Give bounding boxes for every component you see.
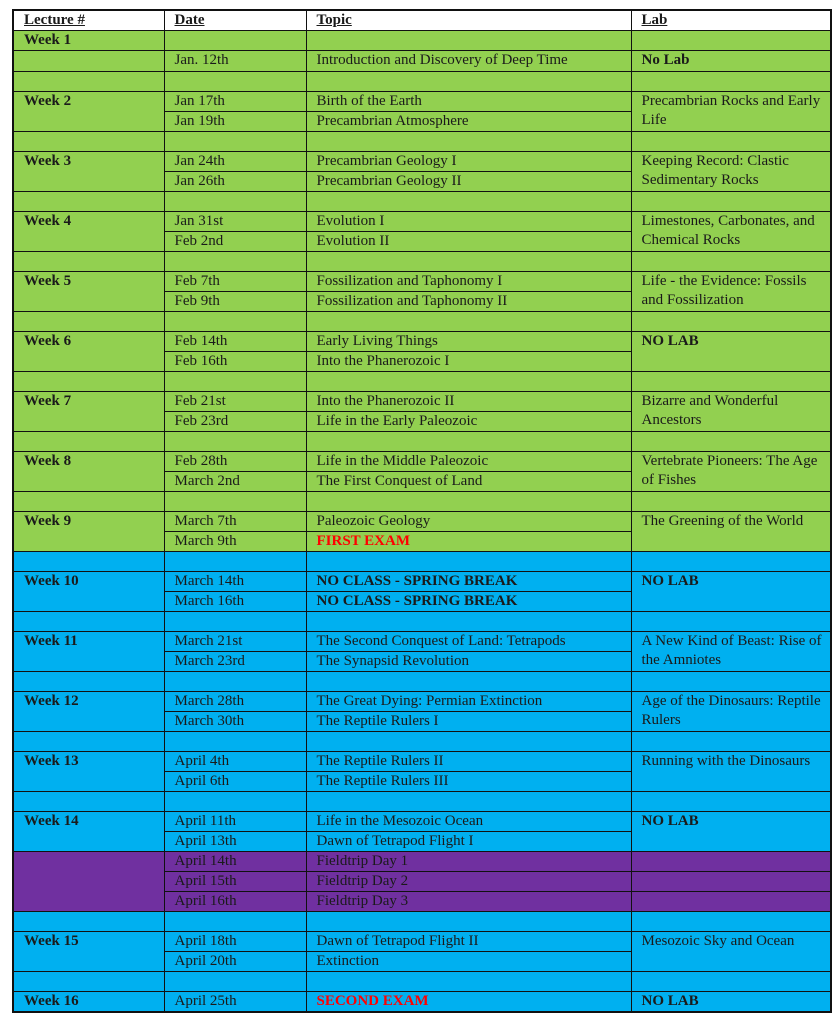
spacer-row	[13, 551, 831, 571]
empty-cell	[631, 371, 831, 391]
session-topic: The Second Conquest of Land: Tetrapods	[306, 631, 631, 651]
session-topic: Paleozoic Geology	[306, 511, 631, 531]
week-label: Week 9	[13, 511, 164, 551]
empty-cell	[306, 791, 631, 811]
session-topic: NO CLASS - SPRING BREAK	[306, 571, 631, 591]
empty-cell	[631, 31, 831, 51]
empty-cell	[306, 731, 631, 751]
empty-cell	[306, 71, 631, 91]
session-topic: Early Living Things	[306, 331, 631, 351]
session-date: March 14th	[164, 571, 306, 591]
session-date: April 15th	[164, 871, 306, 891]
session-topic: The First Conquest of Land	[306, 471, 631, 491]
session-topic: Fieldtrip Day 3	[306, 891, 631, 911]
session-topic: The Reptile Rulers II	[306, 751, 631, 771]
empty-cell	[164, 131, 306, 151]
header-lab: Lab	[631, 10, 831, 31]
empty-cell	[631, 851, 831, 871]
header-row	[13, 10, 831, 31]
empty-cell	[306, 551, 631, 571]
header-lecture: Lecture #	[13, 10, 164, 31]
empty-cell	[631, 971, 831, 991]
week-label: Week 5	[13, 271, 164, 311]
session-row	[13, 571, 831, 591]
session-topic: NO CLASS - SPRING BREAK	[306, 591, 631, 611]
session-row	[13, 91, 831, 111]
session-topic: Fossilization and Taphonomy I	[306, 271, 631, 291]
empty-cell	[13, 791, 164, 811]
session-topic: Introduction and Discovery of Deep Time	[306, 51, 631, 72]
session-date: Feb 28th	[164, 451, 306, 471]
lab-title: Mesozoic Sky and Ocean	[631, 931, 831, 971]
session-date: April 20th	[164, 951, 306, 971]
empty-cell	[306, 911, 631, 931]
spacer-row	[13, 71, 831, 91]
week-label: Week 4	[13, 211, 164, 251]
lab-title: NO LAB	[631, 571, 831, 611]
week-label: Week 12	[13, 691, 164, 731]
session-date: March 16th	[164, 591, 306, 611]
empty-cell	[164, 611, 306, 631]
session-date: April 4th	[164, 751, 306, 771]
empty-cell	[306, 611, 631, 631]
empty-cell	[164, 671, 306, 691]
session-topic: Life in the Early Paleozoic	[306, 411, 631, 431]
empty-cell	[306, 191, 631, 211]
session-date: Jan 26th	[164, 171, 306, 191]
header-topic: Topic	[306, 10, 631, 31]
empty-cell	[164, 491, 306, 511]
week-label	[13, 851, 164, 911]
session-row	[13, 751, 831, 771]
session-topic: Dawn of Tetrapod Flight I	[306, 831, 631, 851]
week-label: Week 2	[13, 91, 164, 131]
week-label: Week 1	[13, 31, 164, 51]
session-topic: Fossilization and Taphonomy II	[306, 291, 631, 311]
empty-cell	[13, 131, 164, 151]
session-date: Feb 2nd	[164, 231, 306, 251]
session-date: April 18th	[164, 931, 306, 951]
empty-cell	[164, 251, 306, 271]
session-date: Feb 7th	[164, 271, 306, 291]
empty-cell	[631, 611, 831, 631]
spacer-row	[13, 491, 831, 511]
session-date: Feb 21st	[164, 391, 306, 411]
spacer-row	[13, 311, 831, 331]
session-topic: Dawn of Tetrapod Flight II	[306, 931, 631, 951]
empty-cell	[631, 731, 831, 751]
lab-title: Bizarre and Wonderful Ancestors	[631, 391, 831, 431]
empty-cell	[306, 311, 631, 331]
lab-title: Vertebrate Pioneers: The Age of Fishes	[631, 451, 831, 491]
empty-cell	[164, 971, 306, 991]
empty-cell	[164, 911, 306, 931]
session-date: April 6th	[164, 771, 306, 791]
empty-cell	[164, 311, 306, 331]
empty-cell	[13, 371, 164, 391]
spacer-row	[13, 731, 831, 751]
week-label	[13, 51, 164, 72]
header-date: Date	[164, 10, 306, 31]
empty-cell	[631, 871, 831, 891]
spacer-row	[13, 191, 831, 211]
spacer-row	[13, 671, 831, 691]
session-row	[13, 991, 831, 1012]
empty-cell	[631, 891, 831, 911]
empty-cell	[631, 491, 831, 511]
spacer-row	[13, 971, 831, 991]
empty-cell	[164, 371, 306, 391]
lab-title: No Lab	[631, 51, 831, 72]
empty-cell	[631, 71, 831, 91]
session-topic: The Great Dying: Permian Extinction	[306, 691, 631, 711]
session-row	[13, 931, 831, 951]
empty-cell	[306, 31, 631, 51]
empty-cell	[13, 671, 164, 691]
empty-cell	[164, 31, 306, 51]
spacer-row	[13, 911, 831, 931]
exam-topic: FIRST EXAM	[306, 531, 631, 551]
session-row	[13, 211, 831, 231]
empty-cell	[13, 311, 164, 331]
week-label: Week 15	[13, 931, 164, 971]
empty-cell	[164, 731, 306, 751]
session-topic: Into the Phanerozoic II	[306, 391, 631, 411]
spacer-row	[13, 251, 831, 271]
session-date: Jan 17th	[164, 91, 306, 111]
week-label: Week 10	[13, 571, 164, 611]
session-topic: The Reptile Rulers I	[306, 711, 631, 731]
spacer-row	[13, 131, 831, 151]
schedule-body	[13, 31, 831, 1013]
empty-cell	[13, 71, 164, 91]
course-schedule-table	[12, 9, 832, 1013]
session-date: March 30th	[164, 711, 306, 731]
spacer-row	[13, 611, 831, 631]
empty-cell	[164, 791, 306, 811]
session-row	[13, 391, 831, 411]
session-row	[13, 151, 831, 171]
session-topic: Precambrian Atmosphere	[306, 111, 631, 131]
spacer-row	[13, 371, 831, 391]
lab-title: Age of the Dinosaurs: Reptile Rulers	[631, 691, 831, 731]
empty-cell	[306, 971, 631, 991]
session-row	[13, 511, 831, 531]
week-label: Week 16	[13, 991, 164, 1012]
empty-cell	[306, 431, 631, 451]
session-topic: Extinction	[306, 951, 631, 971]
empty-cell	[13, 911, 164, 931]
session-date: April 25th	[164, 991, 306, 1012]
empty-cell	[13, 551, 164, 571]
empty-cell	[306, 131, 631, 151]
session-topic: Life in the Mesozoic Ocean	[306, 811, 631, 831]
session-date: Jan. 12th	[164, 51, 306, 72]
session-row	[13, 271, 831, 291]
lab-title: Precambrian Rocks and Early Life	[631, 91, 831, 131]
empty-cell	[13, 491, 164, 511]
week-label: Week 7	[13, 391, 164, 431]
spacer-row	[13, 431, 831, 451]
session-date: Feb 14th	[164, 331, 306, 351]
lab-title: Life - the Evidence: Fossils and Fossilization	[631, 271, 831, 311]
empty-cell	[306, 671, 631, 691]
session-topic: Evolution II	[306, 231, 631, 251]
empty-cell	[631, 911, 831, 931]
exam-topic: SECOND EXAM	[306, 991, 631, 1012]
lab-title: NO LAB	[631, 991, 831, 1012]
session-date: March 2nd	[164, 471, 306, 491]
lab-title: NO LAB	[631, 331, 831, 371]
lab-title: NO LAB	[631, 811, 831, 851]
empty-cell	[306, 251, 631, 271]
session-date: March 21st	[164, 631, 306, 651]
empty-cell	[13, 191, 164, 211]
session-date: March 23rd	[164, 651, 306, 671]
lab-title: Running with the Dinosaurs	[631, 751, 831, 791]
lab-title: A New Kind of Beast: Rise of the Amniotes	[631, 631, 831, 671]
empty-cell	[631, 311, 831, 331]
empty-cell	[631, 791, 831, 811]
session-topic: The Synapsid Revolution	[306, 651, 631, 671]
session-date: Feb 9th	[164, 291, 306, 311]
empty-cell	[631, 671, 831, 691]
session-topic: Evolution I	[306, 211, 631, 231]
session-date: Jan 19th	[164, 111, 306, 131]
session-date: Jan 24th	[164, 151, 306, 171]
session-date: March 7th	[164, 511, 306, 531]
empty-cell	[631, 551, 831, 571]
empty-cell	[306, 491, 631, 511]
week-label: Week 14	[13, 811, 164, 851]
session-date: Feb 23rd	[164, 411, 306, 431]
week-label: Week 13	[13, 751, 164, 791]
empty-cell	[631, 191, 831, 211]
lab-title: Limestones, Carbonates, and Chemical Rocks	[631, 211, 831, 251]
empty-cell	[164, 191, 306, 211]
week-label: Week 11	[13, 631, 164, 671]
empty-cell	[164, 431, 306, 451]
session-topic: Fieldtrip Day 1	[306, 851, 631, 871]
empty-cell	[13, 251, 164, 271]
empty-cell	[631, 431, 831, 451]
session-date: April 13th	[164, 831, 306, 851]
empty-cell	[164, 551, 306, 571]
session-date: April 14th	[164, 851, 306, 871]
session-date: April 11th	[164, 811, 306, 831]
empty-cell	[13, 611, 164, 631]
lab-title: The Greening of the World	[631, 511, 831, 551]
session-date: Jan 31st	[164, 211, 306, 231]
week-label: Week 3	[13, 151, 164, 191]
empty-cell	[13, 971, 164, 991]
session-topic: Life in the Middle Paleozoic	[306, 451, 631, 471]
week-label: Week 8	[13, 451, 164, 491]
empty-cell	[631, 251, 831, 271]
empty-cell	[13, 431, 164, 451]
session-row	[13, 631, 831, 651]
spacer-row	[13, 791, 831, 811]
empty-cell	[306, 371, 631, 391]
empty-cell	[631, 131, 831, 151]
lab-title: Keeping Record: Clastic Sedimentary Rocks	[631, 151, 831, 191]
fieldtrip-row	[13, 851, 831, 871]
session-topic: Fieldtrip Day 2	[306, 871, 631, 891]
session-topic: Into the Phanerozoic I	[306, 351, 631, 371]
empty-cell	[164, 71, 306, 91]
empty-cell	[13, 731, 164, 751]
session-row	[13, 691, 831, 711]
session-date: March 9th	[164, 531, 306, 551]
session-row	[13, 451, 831, 471]
session-date: April 16th	[164, 891, 306, 911]
session-topic: Precambrian Geology II	[306, 171, 631, 191]
session-row	[13, 811, 831, 831]
week-label: Week 6	[13, 331, 164, 371]
session-row	[13, 51, 831, 72]
session-topic: Precambrian Geology I	[306, 151, 631, 171]
session-topic: Birth of the Earth	[306, 91, 631, 111]
session-topic: The Reptile Rulers III	[306, 771, 631, 791]
session-date: Feb 16th	[164, 351, 306, 371]
session-row	[13, 331, 831, 351]
week-row	[13, 31, 831, 51]
session-date: March 28th	[164, 691, 306, 711]
